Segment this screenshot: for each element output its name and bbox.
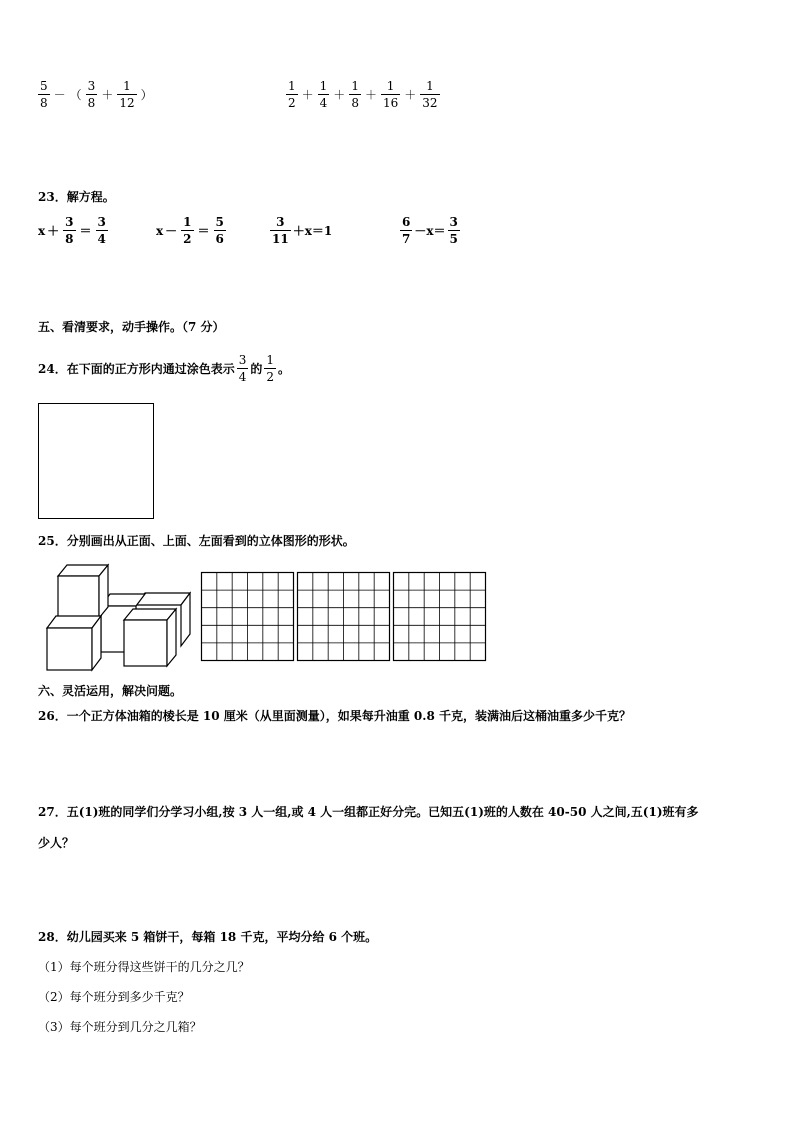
question-25-title: 25．分别画出从正面、上面、左面看到的立体图形的形状。 bbox=[38, 534, 355, 548]
section-5-title: 五、看清要求，动手操作。（7 分） bbox=[38, 320, 225, 334]
fraction: $\frac{1}{16}$ bbox=[382, 79, 399, 110]
cube-right-side bbox=[167, 609, 176, 666]
fraction: $\frac{1}{4}$ bbox=[319, 79, 328, 110]
cube-stack-figure bbox=[44, 564, 194, 672]
question-24: 24．在下面的正方形内通过涂色表示 $\frac{3}{4}$ 的 $\frac{1}{2}$ 。 bbox=[38, 353, 291, 384]
question-28-sub1: （1）每个班分得这些饼干的几分之几？ bbox=[38, 960, 250, 974]
equation-3: $\frac{3}{11}$ ＋x＝1 bbox=[272, 215, 333, 246]
calc-expression-right: $\frac{1}{2}$ ＋ $\frac{1}{4}$ ＋ $\frac{1}{8}$ ＋ $\frac{1}{16}$ ＋ $\frac{1}{32}$ bbox=[288, 79, 438, 110]
equation-2: x － $\frac{1}{2}$ ＝ $\frac{5}{6}$ bbox=[156, 215, 224, 246]
question-28-sub3: （3）每个班分到几分之几箱？ bbox=[38, 1020, 202, 1034]
question-28-title: 28．幼儿园买来 5 箱饼干，每箱 18 千克，平均分给 6 个班。 bbox=[38, 930, 378, 944]
fraction: $\frac{5}{8}$ bbox=[40, 79, 48, 110]
cube-left-front bbox=[47, 628, 92, 670]
question-26: 26．一个正方体油箱的棱长是 10 厘米（从里面测量），如果每升油重 0.8 千克，装满油后这桶油重多少千克？ bbox=[38, 709, 631, 723]
equation-4: $\frac{6}{7}$ －x＝ $\frac{3}{5}$ bbox=[402, 215, 458, 246]
question-28-sub2: （2）每个班分到多少千克？ bbox=[38, 990, 190, 1004]
section-6-title: 六、灵活运用，解决问题。 bbox=[38, 684, 183, 698]
fraction: $\frac{1}{2}$ bbox=[288, 79, 296, 110]
cube-right-front bbox=[124, 620, 167, 666]
fraction: $\frac{1}{8}$ bbox=[351, 79, 359, 110]
cube-top-front bbox=[58, 576, 99, 618]
fraction: $\frac{1}{32}$ bbox=[422, 79, 438, 110]
question-23-title: 23．解方程。 bbox=[38, 190, 115, 204]
drawing-grid-front[interactable] bbox=[201, 572, 295, 662]
fraction: $\frac{3}{8}$ bbox=[87, 79, 96, 110]
shading-square[interactable] bbox=[38, 403, 154, 519]
equation-1: x ＋ $\frac{3}{8}$ ＝ $\frac{3}{4}$ bbox=[38, 215, 106, 246]
fraction: $\frac{1}{12}$ bbox=[119, 79, 135, 110]
drawing-grid-left[interactable] bbox=[393, 572, 487, 662]
question-27-line1: 27．五(1)班的同学们分学习小组,按 3 人一组,或 4 人一组都正好分完。已知五(1)班的人数在 40-50 人之间,五(1)班有多 bbox=[38, 805, 699, 819]
calc-expression-left: $\frac{5}{8}$ － （ $\frac{3}{8}$ ＋ $\frac{1}{12}$ ） bbox=[40, 79, 153, 110]
question-27-line2: 少人？ bbox=[38, 836, 75, 850]
drawing-grid-top[interactable] bbox=[297, 572, 391, 662]
